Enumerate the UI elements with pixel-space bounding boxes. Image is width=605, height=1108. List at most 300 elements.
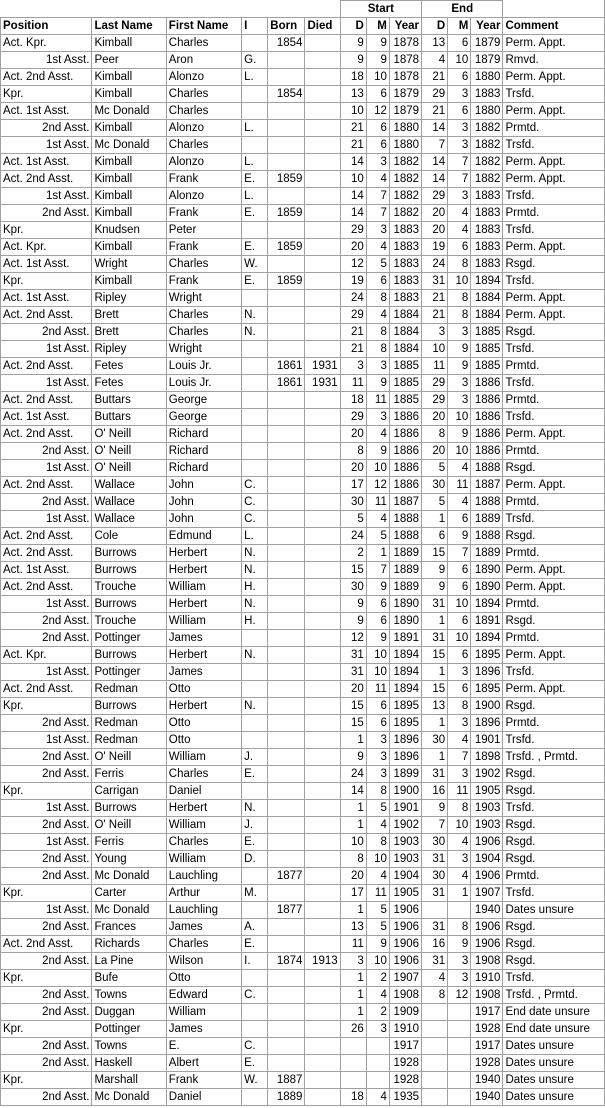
cell-end-month — [448, 1055, 471, 1072]
cell-end-year: 1886 — [471, 375, 503, 392]
cell-end-month: 10 — [448, 443, 471, 460]
cell-born — [268, 460, 305, 477]
table-row — [1, 613, 605, 630]
cell-start-month: 6 — [366, 86, 389, 103]
cell-initial: C. — [242, 1038, 268, 1055]
cell-initial: C. — [242, 987, 268, 1004]
cell-start-year: 1887 — [389, 494, 421, 511]
cell-end-year: 1928 — [471, 1021, 503, 1038]
cell-last-name: Towns — [92, 1038, 166, 1055]
table-row — [1, 392, 605, 409]
cell-end-year: 1882 — [471, 137, 503, 154]
cell-end-day: 3 — [422, 324, 448, 341]
cell-born — [268, 511, 305, 528]
cell-first-name: Aron — [166, 52, 241, 69]
cell-start-day: 12 — [340, 630, 366, 647]
cell-position: Kpr. — [1, 1021, 92, 1038]
cell-first-name: William — [166, 851, 241, 868]
cell-born: 1877 — [268, 868, 305, 885]
cell-last-name: Mc Donald — [92, 868, 166, 885]
cell-start-day: 12 — [340, 256, 366, 273]
cell-last-name: Kimball — [92, 120, 166, 137]
cell-born: 1889 — [268, 1089, 305, 1106]
cell-end-day: 1 — [422, 613, 448, 630]
cell-end-day — [422, 902, 448, 919]
cell-died — [305, 664, 340, 681]
cell-end-year: 1906 — [471, 919, 503, 936]
cell-position: 2nd Asst. — [1, 953, 92, 970]
cell-end-year: 1883 — [471, 256, 503, 273]
cell-born — [268, 800, 305, 817]
cell-end-month: 10 — [448, 273, 471, 290]
table-row — [1, 919, 605, 936]
cell-start-day: 29 — [340, 222, 366, 239]
cell-start-year: 1908 — [389, 987, 421, 1004]
cell-start-day: 1 — [340, 817, 366, 834]
cell-start-day: 3 — [340, 953, 366, 970]
table-row — [1, 834, 605, 851]
cell-end-month: 6 — [448, 239, 471, 256]
cell-comment: Prmtd. — [503, 358, 605, 375]
cell-start-day: 13 — [340, 86, 366, 103]
cell-end-month: 6 — [448, 681, 471, 698]
cell-end-day: 29 — [422, 375, 448, 392]
cell-born — [268, 69, 305, 86]
cell-first-name: Wright — [166, 290, 241, 307]
cell-born — [268, 1038, 305, 1055]
cell-comment: Perm. Appt. — [503, 681, 605, 698]
cell-start-month: 10 — [366, 664, 389, 681]
cell-start-day: 20 — [340, 460, 366, 477]
cell-position: 2nd Asst. — [1, 715, 92, 732]
cell-first-name: James — [166, 1021, 241, 1038]
cell-comment: Rsgd. — [503, 766, 605, 783]
cell-end-year: 1886 — [471, 392, 503, 409]
cell-died — [305, 69, 340, 86]
cell-start-month: 10 — [366, 953, 389, 970]
cell-last-name: Kimball — [92, 273, 166, 290]
cell-start-year: 1902 — [389, 817, 421, 834]
cell-last-name: Burrows — [92, 800, 166, 817]
cell-end-year: 1880 — [471, 103, 503, 120]
table-row — [1, 647, 605, 664]
cell-end-month: 3 — [448, 120, 471, 137]
cell-end-month: 11 — [448, 477, 471, 494]
end-group-header: End — [422, 1, 503, 18]
cell-position: 2nd Asst. — [1, 1004, 92, 1021]
cell-died — [305, 698, 340, 715]
cell-start-day: 10 — [340, 103, 366, 120]
cell-died — [305, 1072, 340, 1089]
cell-start-month: 8 — [366, 341, 389, 358]
cell-end-year: 1883 — [471, 188, 503, 205]
cell-start-month: 10 — [366, 460, 389, 477]
cell-start-day: 14 — [340, 188, 366, 205]
cell-last-name: Richards — [92, 936, 166, 953]
cell-died — [305, 902, 340, 919]
cell-comment: Perm. Appt. — [503, 307, 605, 324]
cell-position: 1st Asst. — [1, 902, 92, 919]
cell-end-day: 31 — [422, 273, 448, 290]
cell-died — [305, 239, 340, 256]
cell-comment: Perm. Appt. — [503, 239, 605, 256]
cell-position: 2nd Asst. — [1, 630, 92, 647]
cell-position: 2nd Asst. — [1, 443, 92, 460]
cell-end-month: 10 — [448, 630, 471, 647]
cell-end-day: 30 — [422, 477, 448, 494]
cell-comment: Perm. Appt. — [503, 579, 605, 596]
table-row — [1, 732, 605, 749]
cell-start-day: 8 — [340, 851, 366, 868]
cell-initial — [242, 783, 268, 800]
cell-end-day: 9 — [422, 579, 448, 596]
cell-comment: Rsgd. — [503, 953, 605, 970]
cell-died — [305, 103, 340, 120]
cell-start-year: 1886 — [389, 409, 421, 426]
cell-start-day — [340, 1072, 366, 1089]
cell-comment: Rsgd. — [503, 919, 605, 936]
start-group-header: Start — [340, 1, 421, 18]
cell-start-day: 21 — [340, 324, 366, 341]
cell-end-day: 13 — [422, 698, 448, 715]
cell-position: 1st Asst. — [1, 834, 92, 851]
cell-last-name: Kimball — [92, 69, 166, 86]
cell-first-name: Herbert — [166, 562, 241, 579]
cell-end-year: 1940 — [471, 1089, 503, 1106]
cell-end-day: 1 — [422, 664, 448, 681]
cell-end-month: 6 — [448, 562, 471, 579]
cell-start-year: 1896 — [389, 749, 421, 766]
table-row — [1, 715, 605, 732]
cell-end-year: 1904 — [471, 851, 503, 868]
cell-end-year: 1895 — [471, 681, 503, 698]
cell-start-day: 14 — [340, 783, 366, 800]
cell-died — [305, 970, 340, 987]
cell-comment: Prmtd. — [503, 443, 605, 460]
cell-comment: Dates unsure — [503, 1089, 605, 1106]
table-row — [1, 69, 605, 86]
cell-died — [305, 766, 340, 783]
cell-comment: Trsfd. — [503, 86, 605, 103]
cell-last-name: Carter — [92, 885, 166, 902]
cell-end-year: 1908 — [471, 987, 503, 1004]
table-row — [1, 324, 605, 341]
cell-end-day — [422, 1055, 448, 1072]
cell-start-month: 4 — [366, 987, 389, 1004]
header-position: Position — [1, 18, 92, 35]
cell-start-month: 2 — [366, 970, 389, 987]
cell-died — [305, 273, 340, 290]
cell-end-year: 1890 — [471, 562, 503, 579]
cell-born: 1859 — [268, 273, 305, 290]
cell-start-day: 1 — [340, 987, 366, 1004]
cell-end-year: 1886 — [471, 409, 503, 426]
cell-comment: Rsgd. — [503, 817, 605, 834]
cell-start-year: 1906 — [389, 953, 421, 970]
cell-start-day: 14 — [340, 205, 366, 222]
cell-first-name: Otto — [166, 732, 241, 749]
cell-end-day: 1 — [422, 749, 448, 766]
cell-end-day: 31 — [422, 953, 448, 970]
cell-start-day: 24 — [340, 290, 366, 307]
cell-first-name: John — [166, 511, 241, 528]
cell-position: Act. 1st Asst. — [1, 103, 92, 120]
cell-end-day: 5 — [422, 460, 448, 477]
cell-born — [268, 851, 305, 868]
cell-comment: Rmvd. — [503, 52, 605, 69]
cell-initial — [242, 868, 268, 885]
cell-first-name: Charles — [166, 307, 241, 324]
cell-comment: Prmtd. — [503, 120, 605, 137]
cell-end-month: 9 — [448, 528, 471, 545]
cell-end-day — [422, 1021, 448, 1038]
cell-born — [268, 188, 305, 205]
cell-start-year: 1888 — [389, 511, 421, 528]
cell-start-year: 1906 — [389, 902, 421, 919]
cell-died — [305, 834, 340, 851]
cell-position: 1st Asst. — [1, 460, 92, 477]
cell-end-month: 9 — [448, 426, 471, 443]
cell-start-day: 20 — [340, 426, 366, 443]
cell-end-month — [448, 1038, 471, 1055]
cell-start-year: 1906 — [389, 919, 421, 936]
cell-initial: G. — [242, 52, 268, 69]
cell-start-month: 3 — [366, 154, 389, 171]
table-row — [1, 800, 605, 817]
cell-start-year: 1894 — [389, 681, 421, 698]
cell-initial — [242, 290, 268, 307]
cell-last-name: Young — [92, 851, 166, 868]
cell-died — [305, 1004, 340, 1021]
cell-start-year: 1883 — [389, 273, 421, 290]
cell-died — [305, 120, 340, 137]
cell-end-year: 1902 — [471, 766, 503, 783]
cell-comment: Trsfd. — [503, 273, 605, 290]
cell-position: Act. Kpr. — [1, 647, 92, 664]
table-row — [1, 579, 605, 596]
cell-start-day: 24 — [340, 766, 366, 783]
cell-comment: Rsgd. — [503, 851, 605, 868]
cell-position: Act. 2nd Asst. — [1, 545, 92, 562]
table-row — [1, 1055, 605, 1072]
cell-born — [268, 1004, 305, 1021]
cell-initial: E. — [242, 205, 268, 222]
cell-start-month: 10 — [366, 647, 389, 664]
cell-first-name: Alonzo — [166, 120, 241, 137]
cell-born — [268, 409, 305, 426]
cell-first-name: Louis Jr. — [166, 358, 241, 375]
table-row — [1, 936, 605, 953]
cell-born: 1859 — [268, 239, 305, 256]
cell-start-month: 1 — [366, 545, 389, 562]
cell-first-name: James — [166, 630, 241, 647]
cell-initial — [242, 902, 268, 919]
cell-start-month: 9 — [366, 443, 389, 460]
cell-born — [268, 834, 305, 851]
cell-end-year: 1887 — [471, 477, 503, 494]
cell-end-year: 1896 — [471, 715, 503, 732]
cell-comment: Trsfd. — [503, 137, 605, 154]
cell-comment: Rsgd. — [503, 783, 605, 800]
cell-initial — [242, 103, 268, 120]
cell-end-year: 1894 — [471, 596, 503, 613]
cell-start-day: 10 — [340, 171, 366, 188]
cell-start-year: 1910 — [389, 1021, 421, 1038]
cell-last-name: Ripley — [92, 290, 166, 307]
cell-initial: C. — [242, 477, 268, 494]
cell-start-month: 8 — [366, 834, 389, 851]
cell-start-year: 1884 — [389, 307, 421, 324]
table-row — [1, 426, 605, 443]
cell-initial: J. — [242, 749, 268, 766]
cell-end-year: 1883 — [471, 205, 503, 222]
cell-initial — [242, 137, 268, 154]
cell-first-name: Daniel — [166, 1089, 241, 1106]
cell-born: 1859 — [268, 171, 305, 188]
cell-died — [305, 596, 340, 613]
cell-died — [305, 307, 340, 324]
cell-end-day: 20 — [422, 409, 448, 426]
cell-start-year: 1885 — [389, 392, 421, 409]
cell-initial: A. — [242, 919, 268, 936]
cell-position: Act. 2nd Asst. — [1, 528, 92, 545]
cell-initial: L. — [242, 154, 268, 171]
cell-last-name: Fetes — [92, 375, 166, 392]
cell-end-year: 1894 — [471, 630, 503, 647]
cell-first-name: E. — [166, 1038, 241, 1055]
table-row — [1, 171, 605, 188]
cell-comment: Trsfd. — [503, 885, 605, 902]
cell-died — [305, 477, 340, 494]
cell-last-name: Kimball — [92, 86, 166, 103]
cell-first-name: Alonzo — [166, 188, 241, 205]
cell-initial: L. — [242, 188, 268, 205]
cell-end-year: 1886 — [471, 426, 503, 443]
cell-start-day: 1 — [340, 970, 366, 987]
cell-last-name: Ferris — [92, 834, 166, 851]
table-row — [1, 307, 605, 324]
cell-initial — [242, 732, 268, 749]
table-row — [1, 664, 605, 681]
cell-comment: Trsfd. , Prmtd. — [503, 749, 605, 766]
cell-born — [268, 256, 305, 273]
cell-end-day: 4 — [422, 52, 448, 69]
cell-born — [268, 477, 305, 494]
table-row — [1, 137, 605, 154]
cell-end-day: 1 — [422, 511, 448, 528]
cell-comment: Rsgd. — [503, 936, 605, 953]
cell-position: Kpr. — [1, 885, 92, 902]
cell-end-year: 1894 — [471, 273, 503, 290]
cell-end-month: 9 — [448, 936, 471, 953]
cell-start-month: 7 — [366, 562, 389, 579]
cell-start-year: 1903 — [389, 834, 421, 851]
cell-position: 1st Asst. — [1, 341, 92, 358]
cell-start-month: 5 — [366, 902, 389, 919]
cell-end-day: 19 — [422, 239, 448, 256]
table-row — [1, 511, 605, 528]
cell-end-day — [422, 1038, 448, 1055]
cell-start-month: 5 — [366, 800, 389, 817]
cell-initial — [242, 664, 268, 681]
cell-end-month: 8 — [448, 698, 471, 715]
cell-end-month: 6 — [448, 511, 471, 528]
cell-died — [305, 545, 340, 562]
cell-end-month: 3 — [448, 851, 471, 868]
cell-start-year: 1895 — [389, 715, 421, 732]
table-row — [1, 1072, 605, 1089]
cell-first-name: Wilson — [166, 953, 241, 970]
cell-initial: E. — [242, 1055, 268, 1072]
cell-start-month: 3 — [366, 1021, 389, 1038]
cell-end-day: 15 — [422, 681, 448, 698]
cell-start-month: 3 — [366, 358, 389, 375]
cell-end-day: 14 — [422, 171, 448, 188]
cell-start-day: 26 — [340, 1021, 366, 1038]
cell-end-month: 8 — [448, 290, 471, 307]
cell-born — [268, 970, 305, 987]
cell-last-name: Redman — [92, 715, 166, 732]
cell-start-month: 10 — [366, 69, 389, 86]
cell-end-year: 1883 — [471, 222, 503, 239]
cell-first-name: Charles — [166, 766, 241, 783]
cell-last-name: Kimball — [92, 35, 166, 52]
cell-end-day: 15 — [422, 647, 448, 664]
cell-start-year: 1896 — [389, 732, 421, 749]
cell-died — [305, 52, 340, 69]
cell-position: Kpr. — [1, 273, 92, 290]
cell-end-day — [422, 1089, 448, 1106]
cell-born — [268, 936, 305, 953]
cell-start-month: 9 — [366, 579, 389, 596]
table-row — [1, 783, 605, 800]
cell-end-month: 3 — [448, 953, 471, 970]
cell-start-day: 3 — [340, 358, 366, 375]
cell-initial — [242, 1089, 268, 1106]
cell-end-year: 1880 — [471, 69, 503, 86]
cell-end-day: 21 — [422, 103, 448, 120]
cell-last-name: Peer — [92, 52, 166, 69]
cell-position: Act. 1st Asst. — [1, 409, 92, 426]
cell-start-year: 1899 — [389, 766, 421, 783]
cell-end-year: 1906 — [471, 936, 503, 953]
cell-start-day: 10 — [340, 834, 366, 851]
cell-end-month: 3 — [448, 664, 471, 681]
cell-last-name: Kimball — [92, 239, 166, 256]
table-row — [1, 749, 605, 766]
cell-comment: Perm. Appt. — [503, 35, 605, 52]
cell-last-name: Carrigan — [92, 783, 166, 800]
cell-start-month: 4 — [366, 817, 389, 834]
table-row — [1, 545, 605, 562]
cell-comment: Prmtd. — [503, 868, 605, 885]
cell-born — [268, 528, 305, 545]
cell-start-month: 3 — [366, 222, 389, 239]
cell-start-month: 7 — [366, 188, 389, 205]
cell-start-month: 4 — [366, 511, 389, 528]
cell-first-name: Alonzo — [166, 69, 241, 86]
header-end-month: M — [448, 18, 471, 35]
cell-comment: Rsgd. — [503, 834, 605, 851]
cell-end-month: 7 — [448, 749, 471, 766]
cell-died — [305, 800, 340, 817]
cell-start-day: 9 — [340, 749, 366, 766]
cell-end-day: 15 — [422, 545, 448, 562]
cell-position: 1st Asst. — [1, 375, 92, 392]
table-row — [1, 35, 605, 52]
cell-initial: E. — [242, 171, 268, 188]
cell-start-day: 20 — [340, 868, 366, 885]
